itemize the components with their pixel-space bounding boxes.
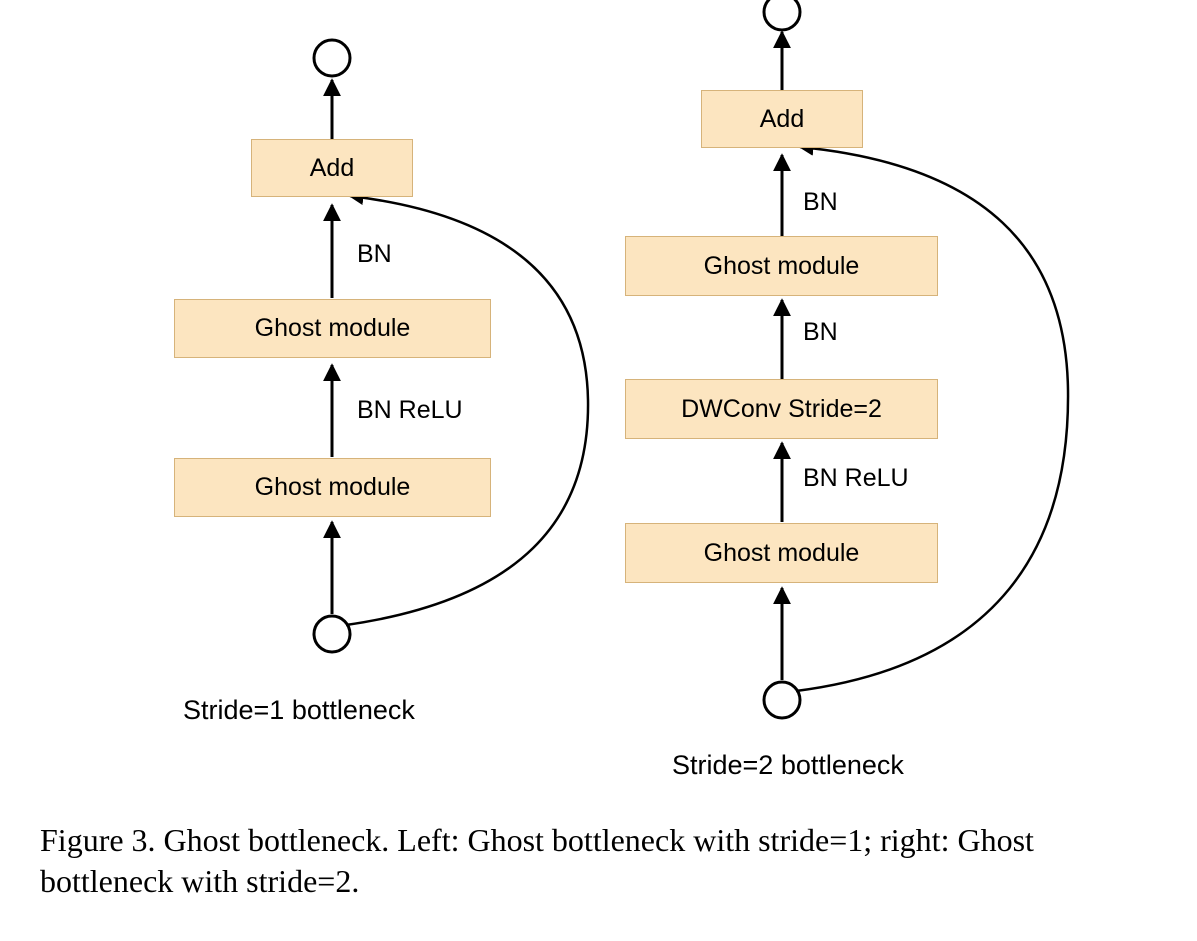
panel-caption-stride2: Stride=2 bottleneck	[672, 750, 904, 780]
node-label: DWConv Stride=2	[681, 394, 882, 423]
edge-label-bn-relu-stride2: BN ReLU	[803, 464, 909, 492]
node-dwconv-stride2[interactable]	[625, 379, 938, 439]
node-add-stride2[interactable]	[701, 90, 863, 148]
node-label: Ghost module	[703, 251, 860, 280]
node-label: Add	[759, 104, 805, 133]
node-ghost-module-top-stride1[interactable]	[174, 299, 491, 358]
edge-label-bn-upper-stride2: BN	[803, 188, 838, 216]
edge-label-bn-stride1: BN	[357, 240, 392, 268]
figure-caption: Figure 3. Ghost bottleneck. Left: Ghost bottleneck with stride=1; right: Ghost bottleneck with stride=2.	[40, 822, 1034, 899]
node-label: Ghost module	[254, 473, 411, 501]
node-label: Add	[309, 153, 355, 182]
edge-label-bn-relu-stride1: BN ReLU	[357, 396, 463, 424]
node-label: Ghost module	[703, 538, 860, 567]
edge-label-bn-lower-stride2: BN	[803, 318, 838, 346]
node-add-stride1[interactable]	[251, 139, 413, 197]
node-ghost-module-top-stride2[interactable]	[625, 236, 938, 296]
node-label: Ghost module	[254, 314, 411, 342]
panel-caption-stride1: Stride=1 bottleneck	[183, 695, 415, 725]
node-ghost-module-bottom-stride1[interactable]	[174, 458, 491, 517]
node-ghost-module-bottom-stride2[interactable]	[625, 523, 938, 583]
